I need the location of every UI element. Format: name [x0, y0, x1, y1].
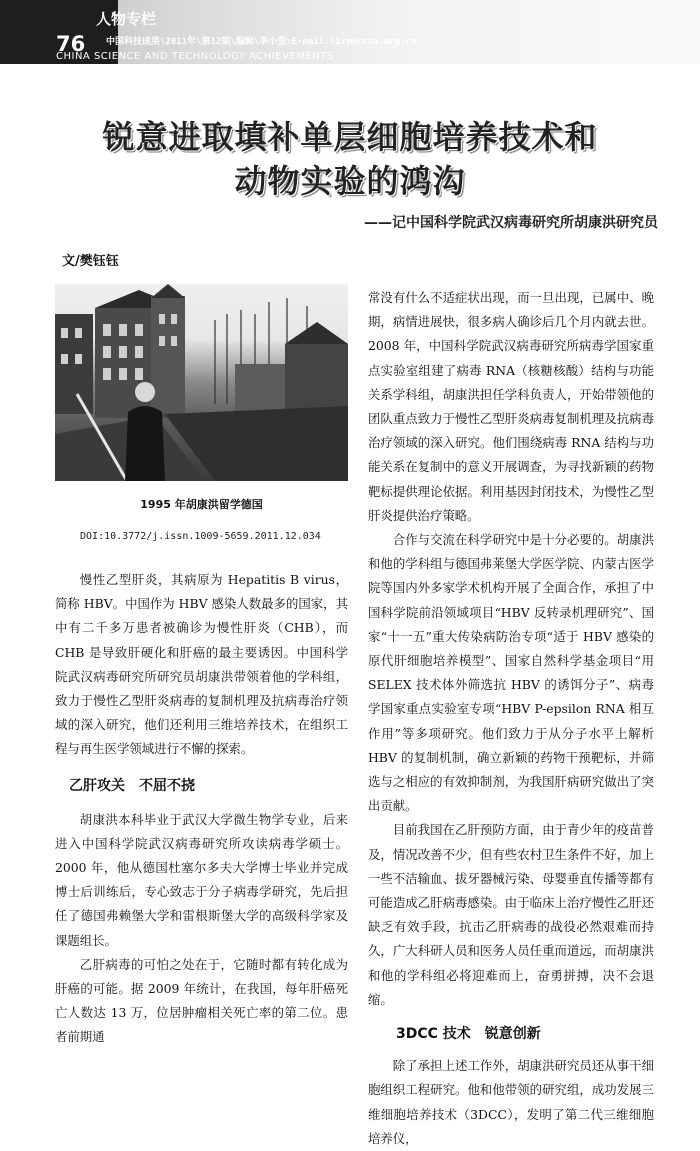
- article-title-line1: 锐意进取填补单层细胞培养技术和: [102, 118, 598, 156]
- section-heading: 乙肝攻关 不屈不挠: [69, 777, 195, 794]
- paragraph: 慢性乙型肝炎，其病原为 Hepatitis B virus，简称 HBV。中国作为 HBV 感染人数最多的国家，其中有二千多万患者被确诊为慢性肝炎（CHB），而 CHB 是导致肝硬化和肝癌的最主要诱因。中国科学院武汉病毒研究所研究员胡康洪带领着他的学科组，致力于慢性乙型肝炎病毒的复制机理及抗病毒治疗领域的深入研究，他们还利用三维培养技术，在组织工程与再生医学领域进行不懈的探索。: [55, 572, 348, 757]
- journal-header: [0, 0, 700, 64]
- paragraph: 乙肝病毒的可怕之处在于，它随时都有转化成为肝癌的可能。据 2009 年统计，在我国，每年肝癌死亡人数达 13 万，位居肿瘤相关死亡率的第二位。患者前期通: [55, 956, 348, 1045]
- paragraph: 常没有什么不适症状出现，而一旦出现，已属中、晚期，病情进展快，很多病人确诊后几个月内就去世。2008 年，中国科学院武汉病毒研究所病毒学国家重点实验室组建了病毒 RNA（核糖核酸）结构与功能关系学科组，胡康洪担任学科负责人，开始带领他的团队重点致力于慢性乙型肝炎病毒复制机理及抗病毒治疗领域的深入研究。他们围绕病毒 RNA 结构与功能关系在复制中的意义开展调查，为寻找新颖的药物靶标提供理论依据。利用基因封闭技术，为慢性乙型肝炎提供治疗策略。: [368, 290, 654, 523]
- column-name: 人物专栏: [96, 10, 157, 28]
- journal-info: 中国科技成果\2011年\第12期\编辑\李小莹\E-mail:lixy@csta.org.cn: [106, 37, 417, 47]
- section-heading: 3DCC 技术 锐意创新: [396, 1026, 541, 1043]
- page-number: 76: [56, 32, 86, 56]
- doi: DOI:10.3772/j.issn.1009-5659.2011.12.034: [80, 531, 321, 542]
- paragraph: 除了承担上述工作外，胡康洪研究员还从事干细胞组织工程研究。他和他带领的研究组，成功发展三维细胞培养技术（3DCC），发明了第二代三维细胞培养仪，: [368, 1058, 654, 1146]
- photo-caption: 1995 年胡康洪留学德国: [140, 498, 263, 511]
- photo-illustration: [55, 284, 348, 481]
- right-column: [368, 286, 654, 1151]
- left-column: [55, 568, 348, 1050]
- author-byline: 文/樊钰钰: [62, 254, 119, 269]
- article-photo: [55, 284, 348, 481]
- journal-english-name: CHINA SCIENCE AND TECHNOLOGY ACHIEVEMENTS: [56, 51, 334, 62]
- article-title-line2: 动物实验的鸿沟: [234, 162, 466, 200]
- paragraph: 目前我国在乙肝预防方面，由于青少年的疫苗普及，情况改善不少，但有些农村卫生条件不好，加上一些不洁输血、拔牙器械污染、母婴垂直传播等都有可能造成乙肝病毒感染。由于临床上治疗慢性乙肝还缺乏有效手段，抗击乙肝病毒的战役必然艰难而持久，广大科研人员和医务人员任重而道远，而胡康洪和他的学科组必将迎难而上，奋勇拼搏，决不会退缩。: [368, 822, 654, 1007]
- paragraph: 胡康洪本科毕业于武汉大学微生物学专业，后来进入中国科学院武汉病毒研究所攻读病毒学硕士。2000 年，他从德国杜塞尔多夫大学博士毕业并完成博士后训练后，专心致志于分子病毒学研究，先后担任了德国弗赖堡大学和雷根斯堡大学的高级科学家及课题组长。: [55, 811, 348, 948]
- article-subtitle: ——记中国科学院武汉病毒研究所胡康洪研究员: [364, 215, 658, 231]
- paragraph: 合作与交流在科学研究中是十分必要的。胡康洪和他的学科组与德国弗莱堡大学医学院、内蒙古医学院等国内外多家学术机构开展了全面合作，承担了中国科学院前沿领域项目“HBV 反转录机理研究”、国家“十一五”重大传染病防治专项“适于 HBV 感染的原代肝细胞培养模型”、国家自然科学基金项目“用 SELEX 技术体外筛选抗 HBV 的诱饵分子”、病毒学国家重点实验室专项“HBV P-epsilon RNA 相互作用”等多项研究。他们致力于从分子水平上解析 HBV 的复制机制，确立新颖的药物干预靶标，并筛选与之相应的有效抑制剂，为我国肝病研究做出了突出贡献。: [368, 532, 654, 814]
